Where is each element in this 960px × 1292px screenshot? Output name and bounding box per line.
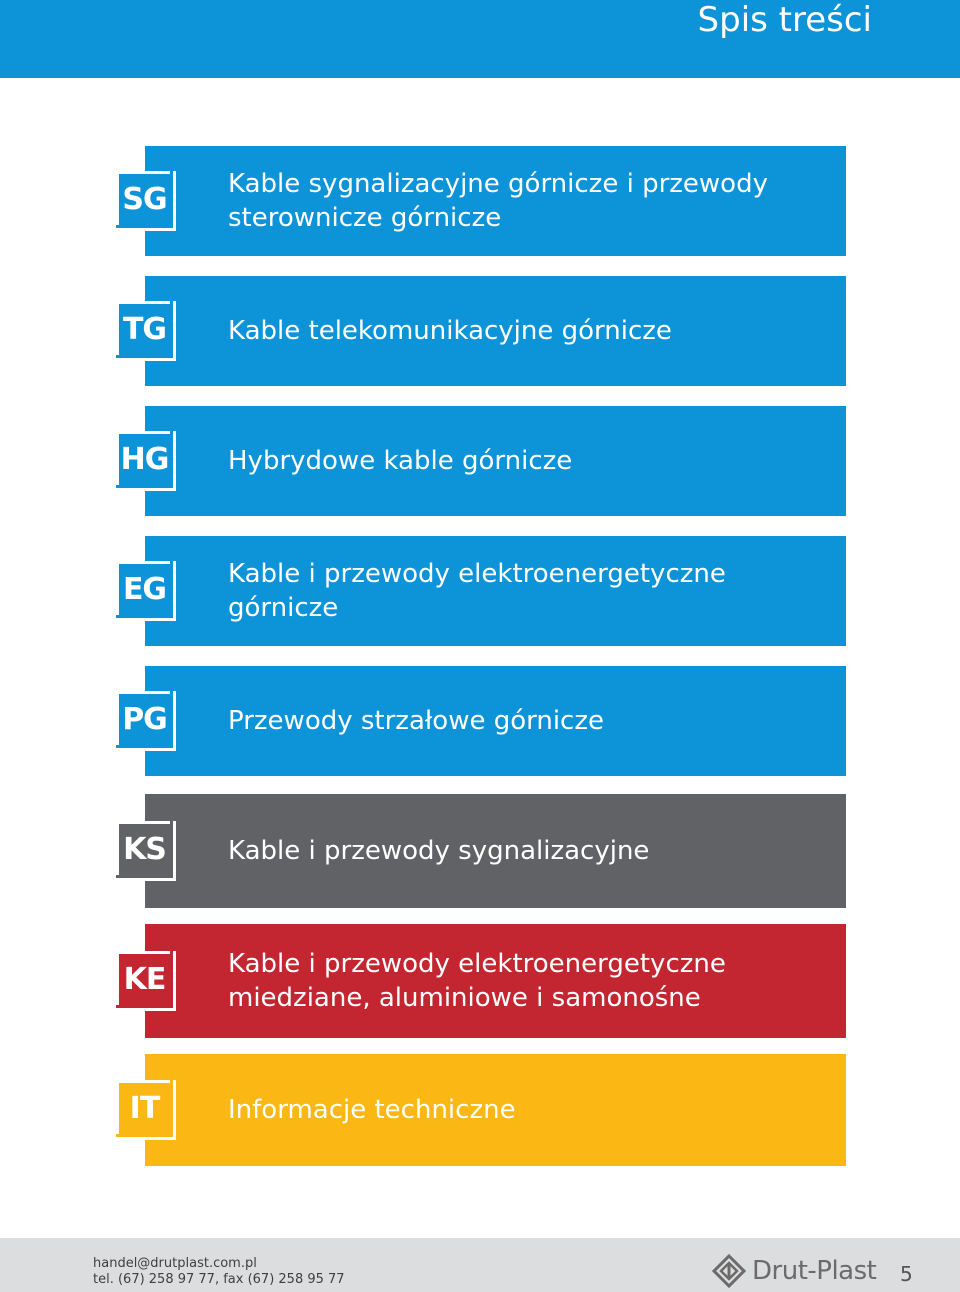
- footer-email[interactable]: handel@drutplast.com.pl: [93, 1256, 257, 1271]
- section-eg[interactable]: [122, 536, 846, 646]
- section-code: PG: [122, 702, 167, 737]
- section-label: Kable i przewody elektroenergetyczne miedziane, aluminiowe i samonośne: [228, 949, 726, 1013]
- page-number: 5: [900, 1262, 913, 1286]
- section-code: KS: [123, 832, 166, 867]
- section-label: Kable sygnalizacyjne górnicze i przewody sterownicze górnicze: [228, 169, 768, 233]
- section-it[interactable]: [129, 1054, 846, 1166]
- section-label: Informacje techniczne: [228, 1095, 516, 1125]
- logo-mark-icon: [712, 1254, 746, 1288]
- section-code: KE: [123, 962, 166, 997]
- company-logo: [712, 1254, 876, 1288]
- section-code: HG: [120, 442, 169, 477]
- section-code-box: [116, 951, 176, 1011]
- section-label: Przewody strzałowe górnicze: [228, 706, 604, 736]
- logo-text: Drut-Plast: [752, 1256, 877, 1286]
- section-label: Kable telekomunikacyjne górnicze: [228, 316, 672, 346]
- section-code-box: [116, 301, 176, 361]
- section-code: EG: [122, 572, 167, 607]
- section-tg[interactable]: [122, 276, 846, 386]
- section-sg[interactable]: [122, 146, 846, 256]
- section-code: SG: [122, 182, 167, 217]
- section-ks[interactable]: [123, 794, 846, 908]
- section-label: Hybrydowe kable górnicze: [228, 446, 573, 476]
- section-pg[interactable]: [122, 666, 846, 776]
- section-code-box: [116, 431, 176, 491]
- section-code-box: [116, 1080, 176, 1140]
- section-code: TG: [122, 312, 167, 347]
- section-label: Kable i przewody sygnalizacyjne: [228, 836, 650, 866]
- section-ke[interactable]: [123, 924, 846, 1038]
- page-title: Spis treści: [697, 0, 872, 40]
- section-code-box: [116, 691, 176, 751]
- header-bar: [0, 0, 960, 78]
- footer: [0, 1238, 960, 1292]
- section-code: IT: [129, 1091, 160, 1126]
- section-code-box: [116, 821, 176, 881]
- section-code-box: [116, 171, 176, 231]
- footer-phone: tel. (67) 258 97 77, fax (67) 258 95 77: [93, 1272, 345, 1287]
- section-hg[interactable]: [120, 406, 846, 516]
- section-code-box: [116, 561, 176, 621]
- section-label: Kable i przewody elektroenergetyczne górnicze: [228, 559, 726, 623]
